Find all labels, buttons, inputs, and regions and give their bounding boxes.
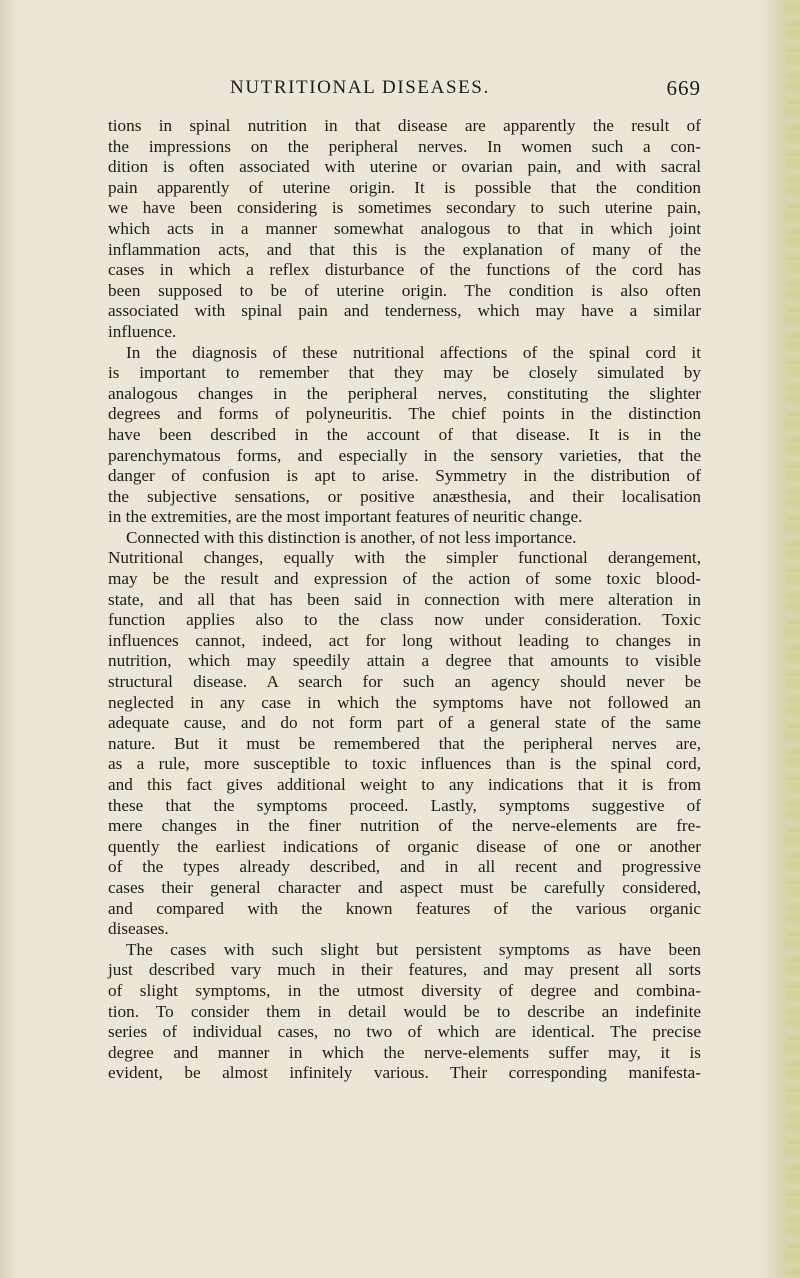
text-line: dition is often associated with uterine or ovarian pain, and with sacral — [108, 157, 701, 177]
text-line: been supposed to be of uterine origin. The condition is also often — [108, 280, 701, 300]
text-line: the subjective sensations, or positive anæsthesia, and their localisation — [108, 486, 701, 506]
text-line: associated with spinal pain and tenderness, which may have a similar — [108, 301, 701, 321]
text-line: as a rule, more susceptible to toxic influences than is the spinal cord, — [108, 754, 701, 774]
text-line: degree and manner in which the nerve-elements suffer may, it is — [108, 1042, 701, 1062]
text-line: analogous changes in the peripheral nerves, constituting the slighter — [108, 383, 701, 403]
text-line: may be the result and expression of the action of some toxic blood- — [108, 569, 701, 589]
page-edge-discoloration — [786, 0, 800, 1278]
text-line: mere changes in the finer nutrition of the nerve-elements are fre- — [108, 816, 701, 836]
text-line: neglected in any case in which the symptoms have not followed an — [108, 692, 701, 712]
text-line: parenchymatous forms, and especially in the sensory varieties, that the — [108, 445, 701, 465]
text-line: cases in which a reflex disturbance of the functions of the cord has — [108, 260, 701, 280]
running-title: NUTRITIONAL DISEASES. — [230, 77, 490, 98]
text-line: and this fact gives additional weight to any indications that it is from — [108, 775, 701, 794]
text-line: function applies also to the class now under consideration. Toxic — [108, 610, 701, 630]
text-line: adequate cause, and do not form part of a general state of the same — [108, 713, 701, 733]
text-line: influences cannot, indeed, act for long without leading to changes in — [108, 630, 701, 650]
text-line: tion. To consider them in detail would be to describe an indefinite — [108, 1001, 701, 1021]
text-line: series of individual cases, no two of which are identical. The precise — [108, 1022, 701, 1042]
text-line: Connected with this distinction is another, of not less importance. — [126, 527, 577, 547]
text-line: just described vary much in their features, and may present all sorts — [108, 960, 701, 980]
text-line: degrees and forms of polyneuritis. The chief points in the distinction — [108, 404, 701, 424]
text-line: influence. — [108, 321, 177, 341]
text-line: of the types already described, and in all recent and progressive — [108, 857, 701, 877]
text-line: state, and all that has been said in connection with mere alteration in — [108, 589, 701, 609]
text-line: we have been considering is sometimes secondary to such uterine pain, — [108, 198, 701, 218]
running-head — [108, 74, 701, 102]
text-line: have been described in the account of that disease. It is in the — [108, 424, 701, 444]
text-line: of slight symptoms, in the utmost diversity of degree and combina- — [108, 980, 701, 1000]
text-line: Nutritional changes, equally with the simpler functional derangement, — [108, 548, 701, 568]
text-line: tions in spinal nutrition in that disease are apparently the result of — [108, 116, 701, 135]
text-line: diseases. — [108, 919, 169, 939]
text-line: is important to remember that they may be closely simulated by — [108, 363, 701, 383]
text-line: inflammation acts, and that this is the explanation of many of the — [108, 239, 701, 259]
text-line: the impressions on the peripheral nerves. In women such a con- — [108, 136, 701, 156]
text-line: in the extremities, are the most important features of neuritic change. — [108, 507, 583, 527]
text-line: which acts in a manner somewhat analogous to that in which joint — [108, 218, 701, 238]
text-line: and compared with the known features of the various organic — [108, 898, 701, 918]
text-line: In the diagnosis of these nutritional affections of the spinal cord it — [126, 342, 701, 362]
text-line: cases their general character and aspect must be carefully considered, — [108, 877, 701, 897]
page-number: 669 — [666, 76, 701, 100]
text-line: nature. But it must be remembered that the peripheral nerves are, — [108, 733, 701, 753]
text-line: these that the symptoms proceed. Lastly, symptoms suggestive of — [108, 795, 701, 815]
page-gutter-shadow — [0, 0, 18, 1278]
text-line: evident, be almost infinitely various. Their corresponding manifesta- — [108, 1063, 701, 1083]
text-line: pain apparently of uterine origin. It is possible that the condition — [108, 177, 701, 197]
text-line: danger of confusion is apt to arise. Symmetry in the distribution of — [108, 466, 701, 486]
body-text — [108, 116, 701, 1084]
text-line: structural disease. A search for such an agency should never be — [108, 672, 701, 692]
text-line: The cases with such slight but persistent symptoms as have been — [126, 939, 701, 959]
text-line: nutrition, which may speedily attain a degree that amounts to visible — [108, 651, 701, 671]
text-line: quently the earliest indications of organic disease of one or another — [108, 836, 701, 856]
